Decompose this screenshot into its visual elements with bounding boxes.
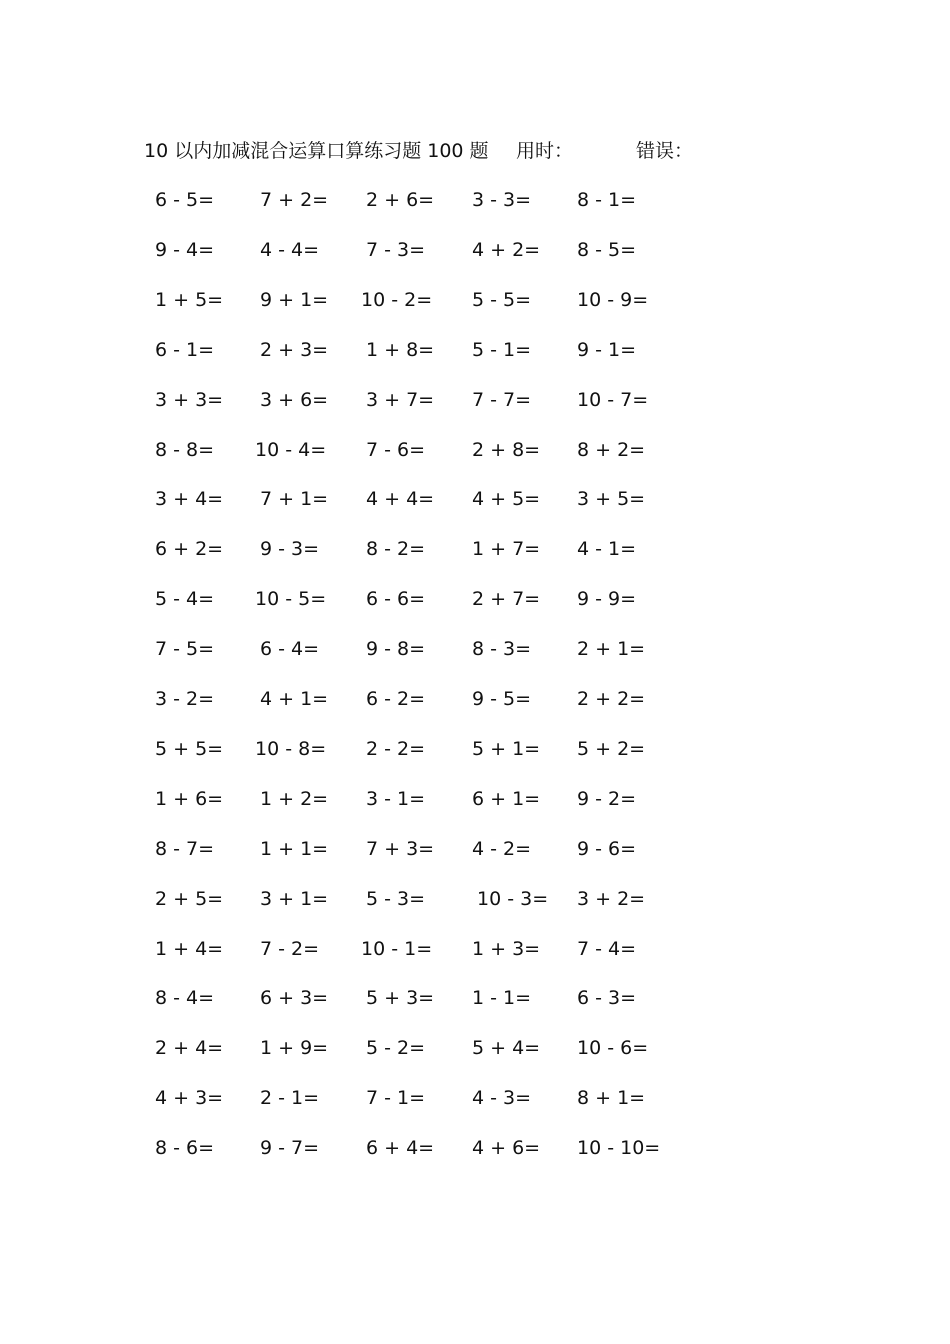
problem-item: 7 - 2= [260,938,320,960]
worksheet-title: 10 以内加减混合运算口算练习题 100 题 [144,140,489,162]
problem-item: 5 + 2= [577,738,646,760]
problem-item: 6 - 4= [260,638,320,660]
problem-item: 2 + 2= [577,688,646,710]
problem-item: 5 + 5= [155,738,224,760]
problem-item: 5 + 3= [366,987,435,1009]
problem-item: 2 + 6= [366,189,435,211]
problem-item: 5 - 2= [366,1037,426,1059]
problem-item: 3 - 1= [366,788,426,810]
problem-item: 9 - 8= [366,638,426,660]
problem-item: 10 - 1= [361,938,433,960]
problem-item: 4 - 1= [577,538,637,560]
problem-item: 9 - 5= [472,688,532,710]
problem-item: 8 - 7= [155,838,215,860]
problem-item: 4 + 6= [472,1137,541,1159]
problem-item: 8 - 2= [366,538,426,560]
problem-item: 2 + 4= [155,1037,224,1059]
problem-item: 7 + 3= [366,838,435,860]
problem-item: 8 - 4= [155,987,215,1009]
problem-item: 8 - 3= [472,638,532,660]
problem-item: 1 + 7= [472,538,541,560]
problem-item: 2 + 5= [155,888,224,910]
problem-item: 1 + 2= [260,788,329,810]
problem-item: 4 - 4= [260,239,320,261]
problem-item: 1 + 9= [260,1037,329,1059]
problem-item: 4 + 1= [260,688,329,710]
problem-item: 9 - 7= [260,1137,320,1159]
problem-item: 7 - 3= [366,239,426,261]
problem-item: 1 + 1= [260,838,329,860]
problem-item: 6 - 2= [366,688,426,710]
problem-item: 6 - 5= [155,189,215,211]
problem-item: 2 + 1= [577,638,646,660]
problem-item: 8 - 8= [155,439,215,461]
problem-item: 10 - 7= [577,389,649,411]
problem-item: 6 + 1= [472,788,541,810]
problem-item: 8 - 1= [577,189,637,211]
problem-item: 6 + 3= [260,987,329,1009]
problem-item: 10 - 10= [577,1137,661,1159]
problem-item: 2 + 8= [472,439,541,461]
problem-item: 9 - 1= [577,339,637,361]
problem-item: 7 + 1= [260,488,329,510]
problem-item: 1 + 4= [155,938,224,960]
problem-item: 4 + 3= [155,1087,224,1109]
problem-item: 5 - 4= [155,588,215,610]
problem-item: 3 + 4= [155,488,224,510]
problem-item: 3 + 2= [577,888,646,910]
problem-item: 9 - 9= [577,588,637,610]
problem-item: 6 - 1= [155,339,215,361]
problem-item: 5 + 4= [472,1037,541,1059]
problem-item: 9 - 2= [577,788,637,810]
problem-item: 2 + 7= [472,588,541,610]
problem-item: 9 - 3= [260,538,320,560]
problem-item: 5 - 5= [472,289,532,311]
problem-item: 3 + 6= [260,389,329,411]
problem-item: 7 - 7= [472,389,532,411]
problem-item: 3 + 3= [155,389,224,411]
problem-item: 6 - 6= [366,588,426,610]
problem-item: 9 - 6= [577,838,637,860]
problem-item: 2 - 2= [366,738,426,760]
problem-item: 1 + 3= [472,938,541,960]
problem-item: 6 + 2= [155,538,224,560]
problem-item: 8 - 6= [155,1137,215,1159]
problem-item: 10 - 3= [477,888,549,910]
problem-item: 3 - 2= [155,688,215,710]
problem-item: 4 - 3= [472,1087,532,1109]
problem-item: 7 - 5= [155,638,215,660]
problem-item: 6 - 3= [577,987,637,1009]
problem-item: 6 + 4= [366,1137,435,1159]
problem-item: 3 - 3= [472,189,532,211]
problem-item: 1 - 1= [472,987,532,1009]
problem-item: 10 - 4= [255,439,327,461]
problem-item: 2 - 1= [260,1087,320,1109]
problem-item: 8 - 5= [577,239,637,261]
problem-item: 4 + 5= [472,488,541,510]
problem-item: 7 - 6= [366,439,426,461]
problem-item: 1 + 6= [155,788,224,810]
problem-item: 7 - 1= [366,1087,426,1109]
problem-item: 4 - 2= [472,838,532,860]
problem-item: 7 - 4= [577,938,637,960]
problem-item: 10 - 9= [577,289,649,311]
problem-item: 7 + 2= [260,189,329,211]
errors-label: 错误： [636,140,694,162]
problem-item: 4 + 4= [366,488,435,510]
problem-item: 5 - 3= [366,888,426,910]
problem-item: 9 + 1= [260,289,329,311]
problem-item: 8 + 1= [577,1087,646,1109]
problem-item: 10 - 5= [255,588,327,610]
problem-item: 8 + 2= [577,439,646,461]
time-label: 用时： [516,140,574,162]
problem-item: 2 + 3= [260,339,329,361]
problem-item: 4 + 2= [472,239,541,261]
problem-item: 5 + 1= [472,738,541,760]
problem-item: 5 - 1= [472,339,532,361]
problem-item: 1 + 5= [155,289,224,311]
problem-item: 1 + 8= [366,339,435,361]
problem-item: 3 + 5= [577,488,646,510]
problem-item: 3 + 7= [366,389,435,411]
problem-item: 10 - 8= [255,738,327,760]
problem-item: 3 + 1= [260,888,329,910]
problem-item: 10 - 2= [361,289,433,311]
problem-item: 9 - 4= [155,239,215,261]
problem-item: 10 - 6= [577,1037,649,1059]
